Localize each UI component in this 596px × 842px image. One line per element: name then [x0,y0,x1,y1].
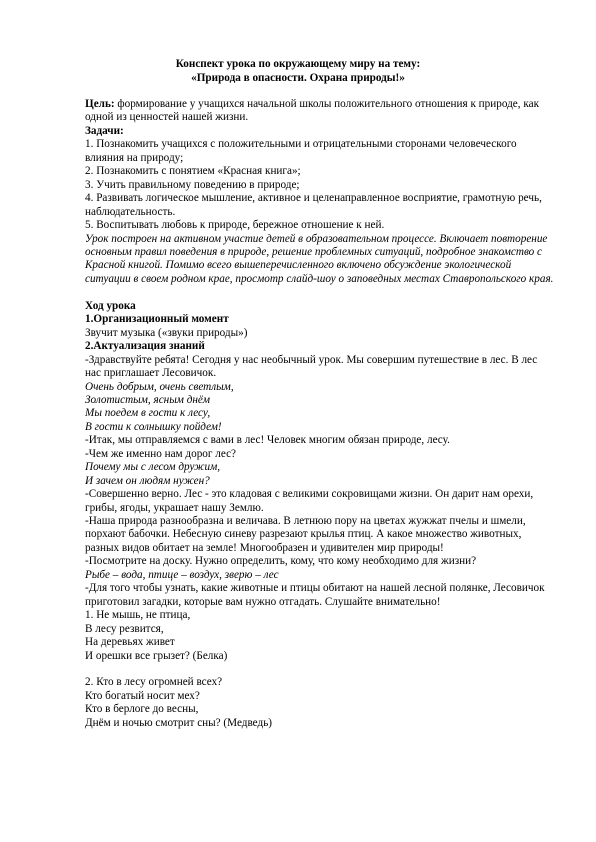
spacer [85,663,555,676]
riddle-line: И орешки все грызет? (Белка) [85,649,228,662]
goal-label: Цель: [85,98,115,110]
poem-line: Золотистым, ясным днём [85,393,211,406]
spacer [85,286,555,299]
lesson-heading: Ход урока [85,299,136,312]
riddle-line: 1. Не мышь, не птица, [85,609,191,622]
dialogue-line: -Наша природа разнообразна и величава. В летнюю пору на цветах жужжат пчелы и шмели, порхают бабочки. Небесную синеву разрезают крылья птиц. А какое множество животных, разных видов обитает на земле! Многообразен и удивителен мир природы! [85,515,526,554]
poem-line: И зачем он людям нужен? [85,474,210,487]
task-item: 4. Развивать логическое мышление, активное и целенаправленное восприятие, грамотную речь, наблюдательность. [85,192,542,218]
task-item: 2. Познакомить с понятием «Красная книга»; [85,165,301,178]
poem-line: Очень добрым, очень светлым, [85,380,234,393]
intro-note: Урок построен на активном участие детей в образовательном процессе. Включает повторение основным правил поведения в природе, решение проблемных ситуаций, подробное знакомство с Красной книгой. Помимо всего вышеперечисленного включено обсуждение экологической ситуации в своем родном крае, просмотр слайд-шоу о заповедных местах Ставропольского края. [85,232,554,285]
dialogue-line: -Чем же именно нам дорог лес? [85,447,237,460]
title-line-2: «Природа в опасности. Охрана природы!» [191,72,405,84]
task-item: 5. Воспитывать любовь к природе, бережное отношение к ней. [85,219,385,232]
stage-1-text: Звучит музыка («звуки природы») [85,326,248,339]
stage-1-heading: 1.Организационный момент [85,313,229,326]
task-item: 1. Познакомить учащихся с положительными и отрицательными сторонами человеческого влияния на природу; [85,138,517,164]
greeting-text: -Здравствуйте ребята! Сегодня у нас необычный урок. Мы совершим путешествие в лес. В лес нас приглашает Лесовичок. [85,353,538,380]
riddle-line: Днём и ночью смотрит сны? (Медведь) [85,716,273,729]
dialogue-line: -Для того чтобы узнать, какие животные и птицы обитают на нашей лесной полянке, Лесовичок приготовил загадки, которые вам нужно отгадать. Слушайте внимательно! [85,582,545,608]
tasks-label: Задачи: [85,124,124,137]
poem-line: В гости к солнышку пойдем! [85,420,222,433]
goal-text: формирование у учащихся начальной школы положительного отношения к природе, как одной из ценностей нашей жизни. [85,98,540,124]
riddle-line: Кто богатый носит мех? [85,689,200,702]
riddle-line: Кто в берлоге до весны, [85,703,199,716]
title-line-1: Конспект урока по окружающему миру на тему: [175,58,421,70]
poem-line: Мы поедем в гости к лесу, [85,407,211,420]
document-body [85,98,555,730]
goal-paragraph [85,98,555,125]
dialogue-line: -Посмотрите на доску. Нужно определить, кому, что кому необходимо для жизни? [85,555,477,568]
poem-line: Почему мы с лесом дружим, [85,461,221,474]
riddle-line: 2. Кто в лесу огромней всех? [85,676,223,689]
stage-2-heading: 2.Актуализация знаний [85,340,205,353]
dialogue-line: -Совершенно верно. Лес - это кладовая с великими сокровищами жизни. Он дарит нам орехи, грибы, ягоды, украшает нашу Землю. [85,488,534,514]
task-item: 3. Учить правильному поведению в природе; [85,178,300,191]
dialogue-line: -Итак, мы отправляемся с вами в лес! Человек многим обязан природе, лесу. [85,434,450,447]
riddle-line: В лесу резвится, [85,622,164,635]
board-hint: Рыбе – вода, птице – воздух, зверю – лес [85,568,279,581]
riddle-line: На деревьях живет [85,636,175,649]
